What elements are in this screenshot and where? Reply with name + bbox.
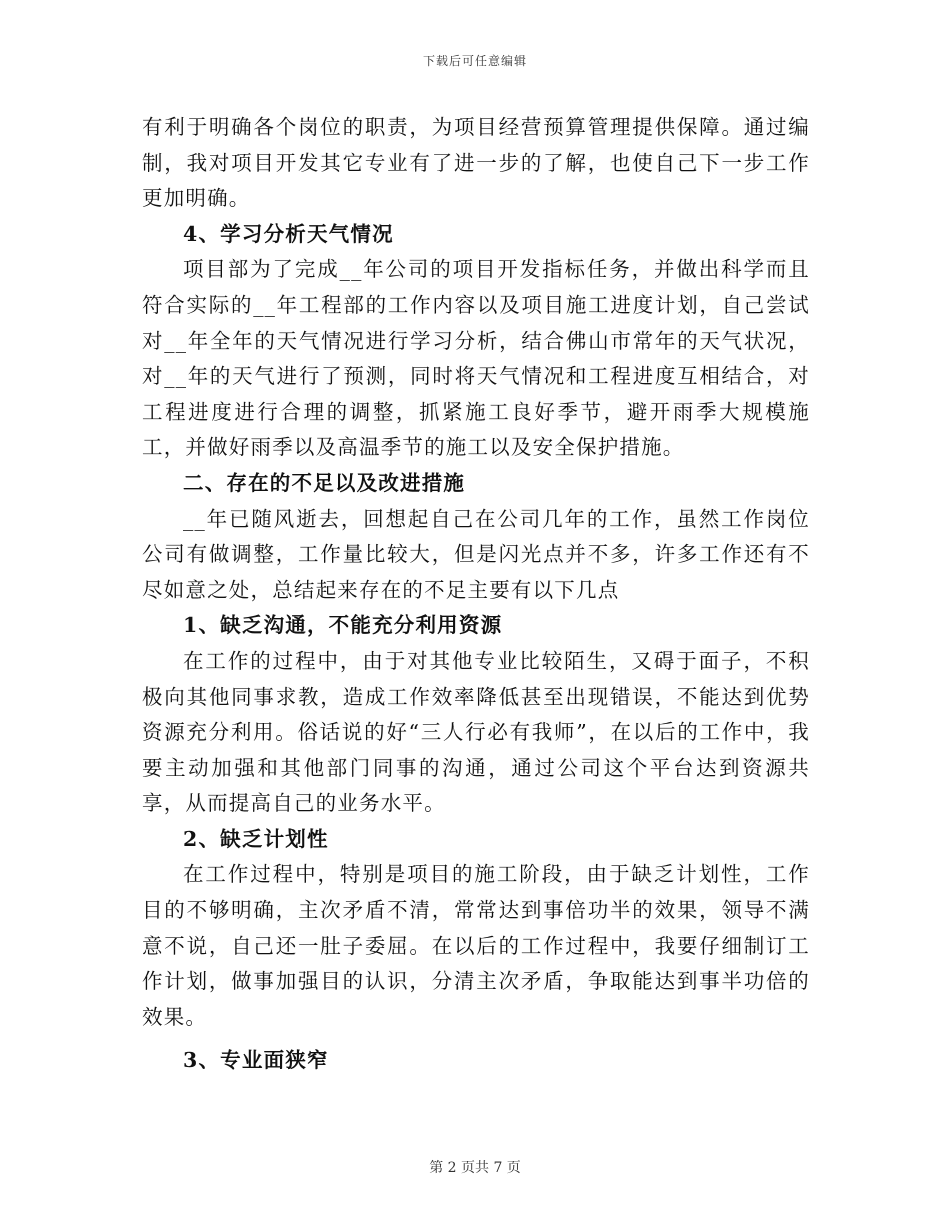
section-heading-communication: 1、缺乏沟通，不能充分利用资源 (183, 613, 503, 638)
document-body (142, 110, 810, 1079)
paragraph-planning: 在工作过程中，特别是项目的施工阶段，由于缺乏计划性，工作目的不够明确，主次矛盾不清，常常达到事倍功半的效果，领导不满意不说，自己还一肚子委屈。在以后的工作过程中，我要仔细制订工作计划，做事加强目的认识，分清主次矛盾，争取能达到事半功倍的效果。 (142, 862, 810, 1029)
paragraph-shortcomings: __年已随风逝去，回想起自己在公司几年的工作，虽然工作岗位公司有做调整，工作量比较大，但是闪光点并不多，许多工作还有不尽如意之处，总结起来存在的不足主要有以下几点 (142, 506, 810, 602)
paragraph-communication: 在工作的过程中，由于对其他专业比较陌生，又碍于面子，不积极向其他同事求教，造成工作效率降低甚至出现错误，不能达到优势资源充分利用。俗话说的好“三人行必有我师”，在以后的工作中，我要主动加强和其他部门同事的沟通，通过公司这个平台达到资源共享，从而提高自己的业务水平。 (142, 648, 810, 816)
page-header: 下载后可任意编辑 (422, 54, 527, 68)
section-heading-shortcomings: 二、存在的不足以及改进措施 (183, 470, 466, 495)
section-heading-planning: 2、缺乏计划性 (183, 826, 329, 851)
page-footer: 第 2 页共 7 页 (429, 1160, 521, 1176)
paragraph-continuation: 有利于明确各个岗位的职责，为项目经营预算管理提供保障。通过编制，我对项目开发其它专业有了进一步的了解，也使自己下一步工作更加明确。 (142, 115, 810, 211)
section-heading-specialty: 3、专业面狭窄 (183, 1048, 329, 1073)
section-heading-weather: 4、学习分析天气情况 (183, 221, 394, 246)
paragraph-weather: 项目部为了完成__年公司的项目开发指标任务，并做出科学而且符合实际的__年工程部的工作内容以及项目施工进度计划，自己尝试对__年全年的天气情况进行学习分析，结合佛山市常年的天气状况，对__年的天气进行了预测，同时将天气情况和工程进度互相结合，对工程进度进行合理的调整，抓紧施工良好季节，避开雨季大规模施工，并做好雨季以及高温季节的施工以及安全保护措施。 (142, 257, 810, 460)
